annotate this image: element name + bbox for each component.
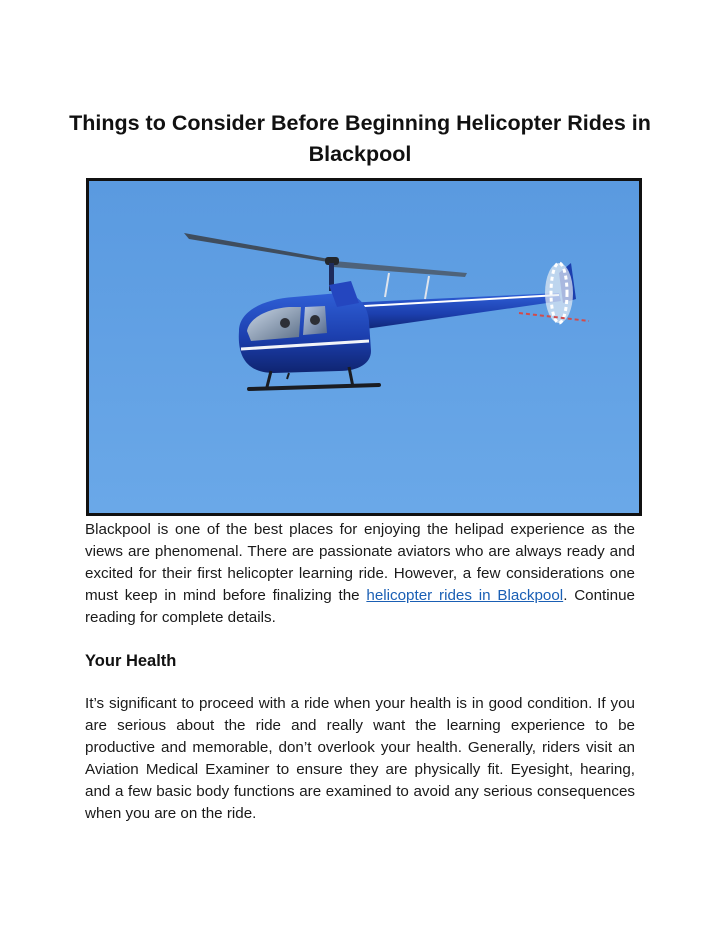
page-title: Things to Consider Before Beginning Helicopter Rides in Blackpool — [69, 111, 651, 166]
intro-text-after-link: . Continue reading for complete details. — [85, 587, 635, 626]
helicopter-photo — [86, 178, 642, 516]
tail-rotor — [545, 263, 573, 323]
intro-text-before-link: Blackpool is one of the best places for enjoying the helipad experience as the views are phenomenal. There are passionate aviators who are always ready and excited for their first helicopter learning ride. However, a few considerations one must keep in mind before finalizing the — [85, 521, 635, 604]
section-heading-your-health: Your Health — [85, 652, 177, 670]
helicopter-rides-link[interactable]: helicopter rides in Blackpool — [366, 587, 564, 604]
helicopter-illustration — [89, 181, 639, 513]
section-body-your-health: It’s significant to proceed with a ride when your health is in good condition. If you are serious about the ride and really want the learning experience to be productive and memorable, don’t overlook your health. Generally, riders visit an Aviation Medical Examiner to ensure they are physically fit. Eyesight, hearing, and a few basic body functions are examined to avoid any serious consequences when you are on the ride. — [85, 695, 635, 822]
intro-paragraph — [85, 519, 635, 629]
